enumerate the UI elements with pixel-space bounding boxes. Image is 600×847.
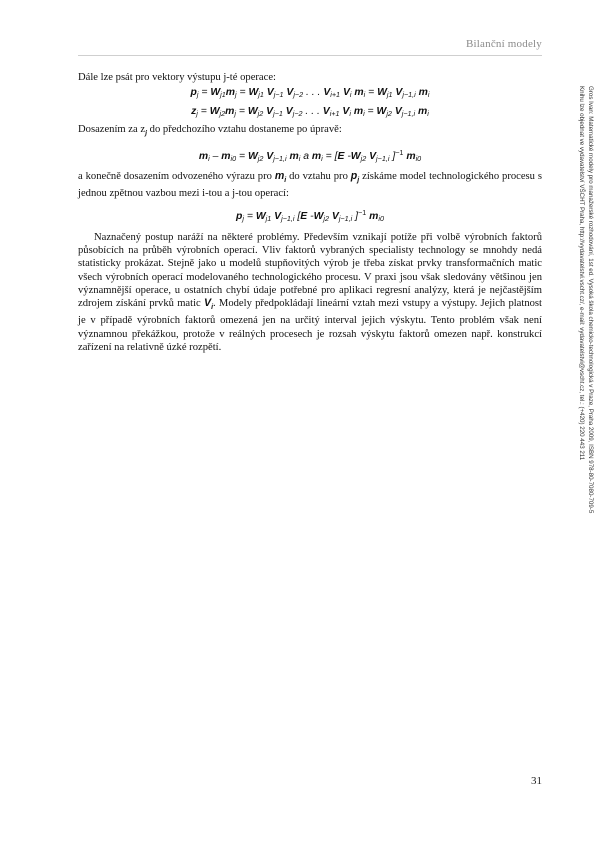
text-discussion-b: . Modely předpokládají lineární vztah mezi vstupy a výstupy. Jejich platnost je v případě výrobních faktorů omezená jen na určitý interval jejich výskytu. Tento problém však není významnou překážkou, protože v reálných procesech je rozsah výskytu faktorů omezen např. konstrukcí zařízení na relativně úzké rozpětí. (78, 298, 542, 353)
text-final-a: a konečně dosazením odvozeného výrazu pro (78, 170, 275, 182)
page-number: 31 (531, 775, 542, 787)
equation-model: $p_j = W_{j1}$ $V_{j-1,i}$ [E $-W_{j2}$ $V_{j-1,i}$ ]$^{-1}$ $m_{i0}$ (236, 208, 384, 224)
header-rule (78, 55, 542, 56)
running-head: Bilanční modely (465, 38, 542, 50)
text-discussion-a: Naznačený postup naráží na některé problémy. Především vznikají potíže při volbě výrobních faktorů působících na průběh výrobních operací. Vliv faktorů vybraných specialisty technology se mnohdy nedá statisticky prokázat. Stejně jako u modelů stupňovitých výrob je třeba získat prvky transformačních matic všech výrobních operací modelovaného technologického procesu. V praxi jsou však sledovány většinou jen významnější operace, u ostatních chybí údaje potřebné pro aplikaci regresní analýzy, která je nejčastějším zdrojem získání prvků matic (78, 232, 542, 310)
symbol-v-sub: i (211, 304, 214, 312)
symbol-m-letter: m (274, 169, 285, 182)
symbol-m-sub: i (284, 176, 287, 184)
symbol-m (275, 170, 286, 182)
text-substitution: Dosazením za z (78, 124, 146, 136)
text-substitution-rest: do předchozího vztahu dostaneme po úpravě: (147, 124, 342, 136)
text-final-c: získáme model technologického procesu s jednou zpětnou vazbou mezi i-tou a j-tou operací: (78, 170, 542, 199)
symbol-p-sub: j (357, 176, 360, 184)
side-note-line-2: Knihu lze objednat ve vydavatelství VŠCHT Praha, http://vydavatelstvi.vscht.cz/, e-mail: vydavatelstvi@vscht.cz, tel.: (+420) 220 443 211 (578, 86, 585, 461)
paragraph-substitution (78, 123, 542, 140)
symbol-p (351, 170, 359, 182)
text-final-b: do vztahu pro (286, 170, 351, 182)
equation-m-i: $m_i - m_{i0} = W_{j2}$ $V_{j-1,i}$ $m_i$ a $m_i = [E$ $-W_{j2}$ $V_{j-1,i}$ ]$^{-1}$ $m_{i0}$ (198, 147, 422, 163)
symbol-v (203, 297, 214, 312)
paragraph-discussion (78, 231, 542, 354)
side-note-line-1: Gros Ivan: Matematické modely pro manažerské rozhodování, 1st ed. Vysoká škola chemicko-technologická v Praze, Praha 2009, ISBN 978-80-7080-709-5 (587, 86, 594, 514)
symbol-p-letter: p (350, 169, 358, 182)
equation-z-j: $z_j = W_{j2}m_j = W_{j2}$ $V_{j-1}$ $V_{j-2}$ . . . $V_{i+1}$ $V_i$ $m_i = W_{j2}$ $V_{j-1,i}$ $m_i$ (191, 106, 429, 119)
equation-p-j: $p_j = W_{j1}m_j = W_{j1}$ $V_{j-1}$ $V_{j-2}$ . . . $V_{i+1}$ $V_i$ $m_i = W_{j1}$ $V_{j-1,i}$ $m_i$ (190, 87, 430, 100)
paragraph-intro: Dále lze psát pro vektory výstupu j-té operace: (78, 72, 276, 83)
side-note (573, 86, 595, 596)
text-substitution-sub: j (145, 129, 148, 138)
side-note-rotated (573, 86, 595, 596)
symbol-v-letter: V (203, 297, 212, 310)
page-body (78, 71, 542, 354)
paragraph-final (78, 170, 542, 201)
